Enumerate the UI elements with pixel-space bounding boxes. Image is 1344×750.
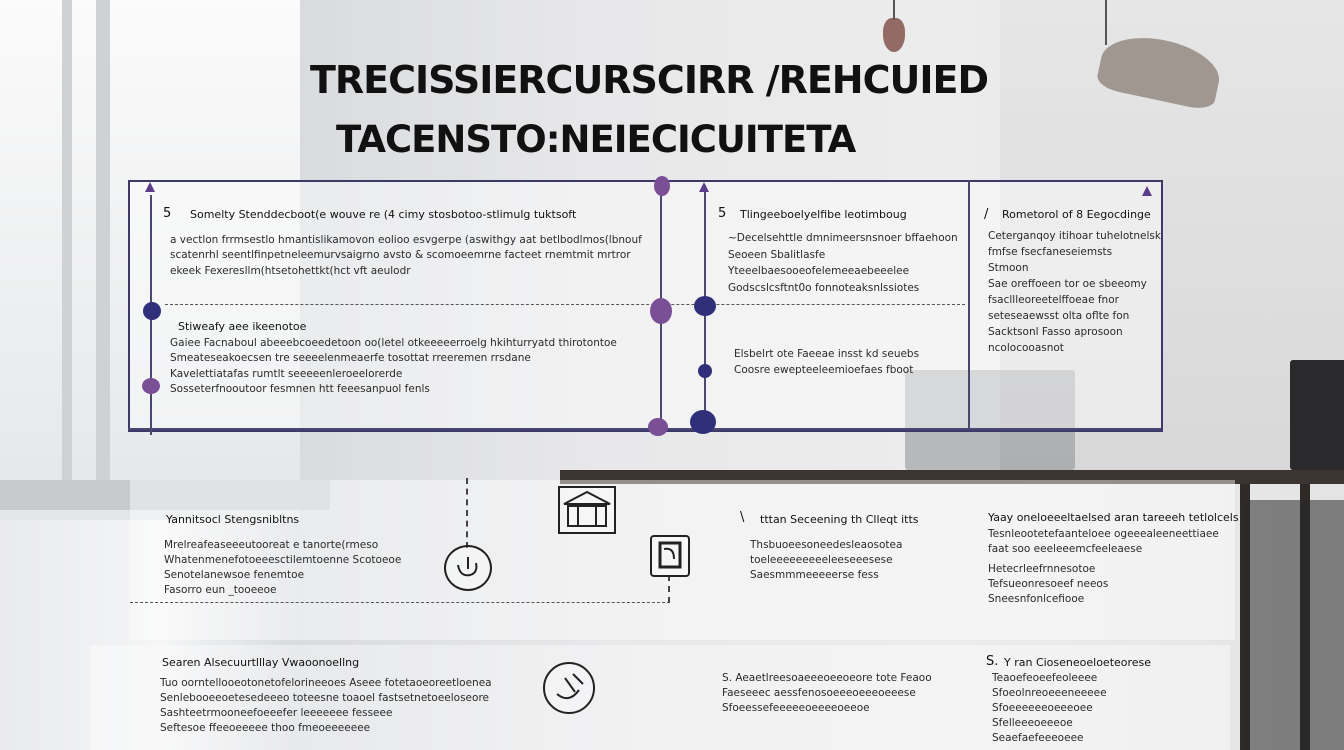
section-text: Smeateseakoecsen tre seeeelenmeaerfe tosottat rreeremen rrsdane xyxy=(170,352,531,364)
section-text: Whatenmenefotoeeesctilemtoenne Scotoeoe xyxy=(164,554,402,566)
section-text: fsacllleoreetelffoeae fnor xyxy=(988,294,1119,306)
section-text: Tesnleootetefaanteloee ogeeealeeneettiaee xyxy=(988,528,1219,540)
pendant-lamp xyxy=(883,18,905,52)
section-text: Seoeen Sbalitlasfe xyxy=(728,249,826,261)
chair-background xyxy=(1245,500,1344,750)
timeline-node xyxy=(698,364,712,378)
section-text: ekeek Fexeresllm(htsetohettkt(hct vft aeulodr xyxy=(170,265,411,277)
step-number: 5 xyxy=(718,206,727,221)
section-text: Seftesoe ffeeoeeeee thoo fmeoeeeeeee xyxy=(160,722,371,734)
connector-line xyxy=(466,478,468,548)
board-divider xyxy=(128,428,1161,430)
connector-line xyxy=(668,575,670,603)
section-text: ncolocooasnot xyxy=(988,342,1064,354)
section-text: Teaoefeoeefeoleeee xyxy=(992,672,1098,684)
arrow-up-icon xyxy=(145,182,155,192)
window-mullion xyxy=(62,0,72,500)
section-text: S. Aeaetlreesoaeeeoeeoeore tote Feaoo xyxy=(722,672,932,684)
section-heading: tttan Seceening th Clleqt itts xyxy=(760,513,919,526)
section-heading: Yannitsocl Stengsnibltns xyxy=(166,513,300,526)
section-text: Ceterganqoy itihoar tuhelotnelsk xyxy=(988,230,1161,242)
sub-heading: Stiweafy aee ikeenotoe xyxy=(178,320,307,333)
window-mullion xyxy=(96,0,110,500)
section-text: Coosre ewepteeleemioefaes fboot xyxy=(734,364,914,376)
section-heading: Somelty Stenddecboot(e wouve re (4 cimy stosbotoo-stlimulg tuktsoft xyxy=(190,208,577,221)
title-line-1: TRECISSIERCURSCIRR /REHCUIED xyxy=(310,58,988,102)
section-text: Sfelleeeoeeeoe xyxy=(992,717,1073,729)
section-heading: Tlingeeboelyelfibe leotimboug xyxy=(740,208,907,221)
section-text: Tuo oorntellooeotonetofelorineeoes Aseee fotetaoeoreetloenea xyxy=(160,677,492,689)
timeline-node xyxy=(143,302,161,320)
section-text: Mrelreafeaseeeutooreat e tanorte(rmeso xyxy=(164,539,379,551)
timeline-node xyxy=(650,298,672,324)
target-icon xyxy=(444,545,492,591)
step-number: S. xyxy=(986,654,999,669)
timeline-node xyxy=(654,176,670,196)
section-text: Sfoeolnreoeeeneeeee xyxy=(992,687,1107,699)
lamp-cord xyxy=(1105,0,1107,45)
section-text: toeleeeeeeeeeleeseeesese xyxy=(750,554,893,566)
document-icon xyxy=(650,535,690,577)
section-text: Gaiee Facnaboul abeeebcoeedetoon oo(letel otkeeeeerroelg hkihturryatd thirotontoe xyxy=(170,337,617,349)
step-number: 5 xyxy=(163,206,172,221)
section-text: Sashteetrmooneefoeeefer leeeeeee fesseee xyxy=(160,707,393,719)
section-text: Sfoeeeeeeoeeeoee xyxy=(992,702,1093,714)
section-text: Elsbelrt ote Faeeae insst kd seuebs xyxy=(734,348,920,360)
arrow-up-icon xyxy=(1142,186,1152,196)
section-text: seteseaewsst olta oflte fon xyxy=(988,310,1130,322)
satellite-icon xyxy=(543,662,595,714)
section-text: a vectlon frrmsestlo hmantislikamovon eolioo esvgerpe (aswithgy aat betlbodlmos(lbnouf xyxy=(170,234,642,246)
arrow-up-icon xyxy=(699,182,709,192)
building-icon xyxy=(558,486,616,534)
section-text: Sfoeessefeeeeeoeeeeoeeoe xyxy=(722,702,870,714)
section-text: Sneesnfonlcefiooe xyxy=(988,593,1085,605)
step-number: / xyxy=(984,207,989,222)
section-text: Sosseterfnooutoor fesmnen htt feeesanpuol fenls xyxy=(170,383,430,395)
timeline-node xyxy=(142,378,160,394)
timeline-node xyxy=(694,296,716,316)
section-text: faat soo eeeleeemcfeeleaese xyxy=(988,543,1143,555)
column-divider xyxy=(968,180,970,430)
section-text: Sacktsonl Fasso aprosoon xyxy=(988,326,1123,338)
monitor-background xyxy=(1290,360,1344,470)
section-text: Hetecrleefrnnesotoe xyxy=(988,563,1096,575)
section-text: ~Decelsehttle dmnimeersnsnoer bffaehoon xyxy=(728,232,958,244)
section-text: Sae oreffoeen tor oe sbeeomy xyxy=(988,278,1147,290)
section-text: fmfse fsecfaneseiemsts xyxy=(988,246,1113,258)
section-text: Yteeelbaesooeofelemeeaebeeelee xyxy=(728,265,910,277)
lamp-cord xyxy=(893,0,895,20)
section-heading: Rometorol of 8 Eegocdinge xyxy=(1002,208,1151,221)
section-text: Stmoon xyxy=(988,262,1029,274)
timeline-node xyxy=(648,418,668,436)
section-text: Senlebooeeoetesedeeeo toteesne toaoel fastsetnetoeeloseore xyxy=(160,692,489,704)
section-heading: Yaay oneloeeeltaelsed aran tareeeh tetlolcels xyxy=(988,511,1239,524)
section-text: Tefsueonresoeef neeos xyxy=(988,578,1109,590)
section-text: Senotelanewsoe fenemtoe xyxy=(164,569,305,581)
section-text: Seaefaefeeeoeee xyxy=(992,732,1084,744)
title-line-2: TACENSTO:NEIECICUITETA xyxy=(336,118,856,161)
section-text: Godscslcsftnt0o fonnoteaksnlssiotes xyxy=(728,282,920,294)
section-text: Fasorro eun _tooeeoe xyxy=(164,584,277,596)
section-text: Kavelettiatafas rumtlt seeeeenleroeelorerde xyxy=(170,368,403,380)
section-text: Faeseeec aessfenosoeeeoeeeoeeese xyxy=(722,687,916,699)
connector-line xyxy=(130,602,670,603)
section-text: scatenrhl seentlfinpetneleemurvsaigrno avsto & scomoeemrne facteet rnemtmit mrtror xyxy=(170,249,631,261)
connector-line xyxy=(165,304,965,305)
section-heading: Y ran Cioseneoeloeteorese xyxy=(1004,656,1152,669)
timeline-node xyxy=(690,410,716,434)
section-heading: Searen Alsecuurtlllay Vwaoonoellng xyxy=(162,656,360,669)
step-number: \ xyxy=(740,510,745,525)
section-text: Saesmmmeeeeerse fess xyxy=(750,569,879,581)
section-text: Thsbuoeesoneedesleaosotea xyxy=(750,539,903,551)
